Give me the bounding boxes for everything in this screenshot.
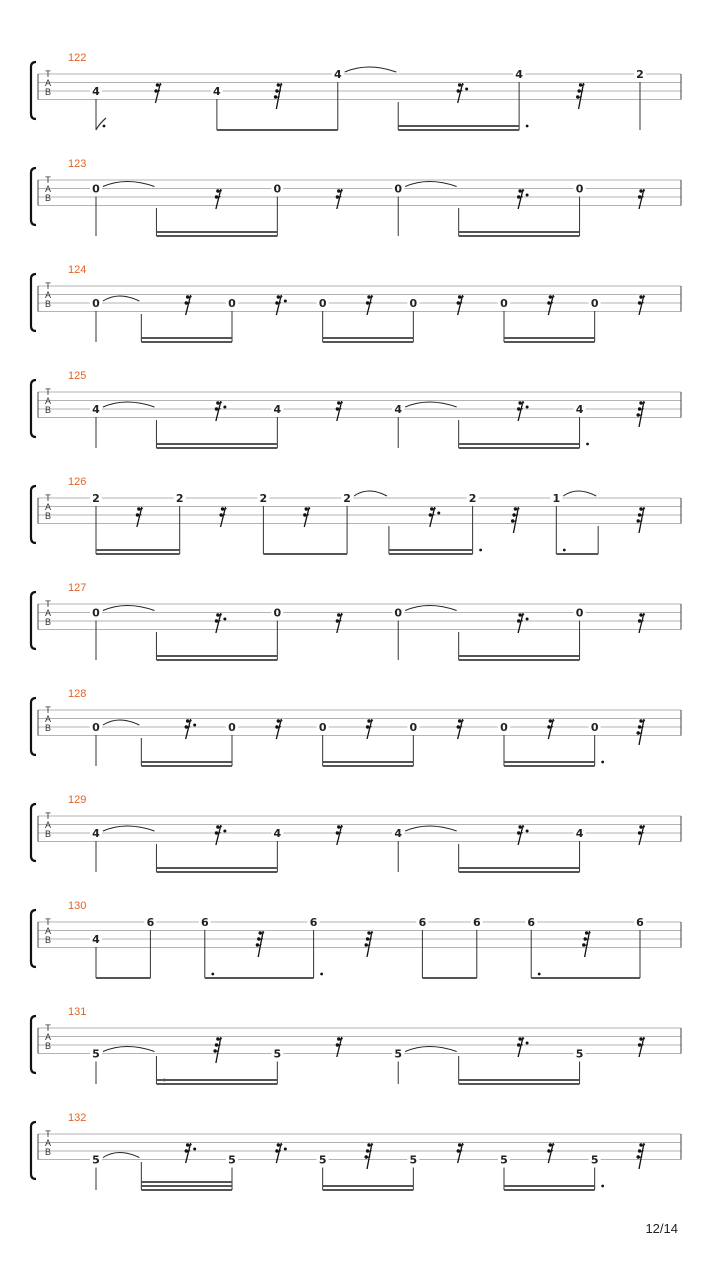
rest-flag: [366, 1149, 369, 1152]
rest-dot: [465, 88, 468, 91]
fret-number: 5: [394, 1047, 403, 1061]
tab-clef-letter: B: [44, 617, 52, 627]
fret-number: 4: [515, 68, 523, 81]
fret-number: 5: [409, 1153, 418, 1167]
rest-flag: [259, 931, 262, 934]
dot: [479, 549, 482, 552]
fret-number: 2: [92, 492, 100, 505]
fret-number: 6: [309, 916, 318, 929]
rest-dot: [526, 1042, 529, 1045]
measure-number: 127: [68, 582, 87, 594]
rest-flag: [549, 1143, 552, 1146]
rest-flag: [336, 619, 339, 622]
rest-flag: [430, 507, 433, 510]
rest-flag: [547, 725, 550, 728]
tab-clef-letter: B: [44, 829, 52, 839]
system-128: [31, 688, 681, 766]
fret-number: 4: [92, 85, 100, 98]
system-bracket: [31, 380, 36, 437]
rest-flag: [638, 407, 641, 410]
rest-flag: [215, 831, 218, 834]
tie-arc: [103, 826, 154, 831]
rest-flag: [639, 825, 642, 828]
fret-number: 4: [575, 403, 584, 416]
system-bracket: [31, 486, 36, 543]
rest-flag: [216, 613, 219, 616]
rest-flag: [215, 195, 218, 198]
tab-clef-letter: A: [44, 396, 52, 406]
tab-clef-letter: A: [44, 820, 52, 830]
rest-flag: [365, 943, 368, 946]
rest-flag: [367, 719, 370, 722]
tie-arc: [405, 402, 456, 407]
dot: [601, 1185, 604, 1188]
fret-number: 4: [92, 827, 100, 840]
rest-stem: [367, 1143, 372, 1169]
rest-flag: [337, 613, 340, 616]
dot: [538, 973, 541, 976]
fret-number: 4: [575, 827, 584, 840]
system-125: [31, 370, 681, 448]
tab-clef-letter: A: [44, 1032, 52, 1042]
tab-clef-letter: B: [44, 193, 52, 203]
fret-number: 4: [213, 85, 221, 98]
fret-number: 0: [228, 721, 236, 734]
tie-arc: [103, 606, 154, 611]
rest-stem: [639, 401, 644, 427]
rest-flag: [585, 931, 588, 934]
rest-flag: [186, 295, 189, 298]
tab-clef-letter: B: [44, 935, 52, 945]
rest-flag: [638, 725, 641, 728]
fret-number: 0: [500, 297, 508, 310]
system-bracket: [31, 698, 36, 755]
rest-flag: [337, 825, 340, 828]
rest-flag: [577, 89, 580, 92]
tab-clef-letter: A: [44, 608, 52, 618]
fret-number: 6: [527, 916, 536, 929]
rest-flag: [458, 1143, 461, 1146]
rest-flag: [215, 407, 218, 410]
tie-arc: [103, 402, 154, 407]
tie-arc: [103, 720, 139, 725]
tie-arc: [103, 1047, 154, 1052]
tie-arc: [405, 826, 456, 831]
fret-number: 5: [590, 1153, 599, 1167]
rest-flag: [216, 189, 219, 192]
rest-flag: [514, 507, 517, 510]
fret-number: 6: [472, 916, 481, 929]
tab-clef-letter: T: [45, 387, 51, 397]
fret-number: 0: [273, 606, 282, 620]
rest-flag: [186, 1143, 189, 1146]
rest-flag: [518, 613, 521, 616]
fret-number: 0: [575, 182, 584, 196]
tab-clef-letter: A: [44, 290, 52, 300]
tie-arc: [345, 67, 396, 72]
rest-flag: [154, 89, 157, 92]
tie-arc: [103, 182, 154, 187]
tab-clef-letter: A: [44, 714, 52, 724]
rest-flag: [638, 1043, 641, 1046]
rest-flag: [457, 301, 460, 304]
fret-number: 5: [228, 1153, 236, 1167]
system-123: [31, 158, 681, 236]
rest-flag: [517, 619, 520, 622]
tie-arc: [405, 182, 456, 187]
tab-clef-letter: T: [45, 69, 51, 79]
fret-number: 4: [394, 827, 403, 840]
rest-dot: [193, 1148, 196, 1151]
rest-flag: [337, 401, 340, 404]
rest-flag: [137, 507, 140, 510]
fret-number: 0: [394, 182, 403, 196]
fret-number: 5: [92, 1153, 100, 1167]
fret-number: 6: [418, 916, 427, 929]
rest-flag: [221, 507, 224, 510]
tie-arc: [405, 606, 456, 611]
tab-clef-letter: A: [44, 502, 52, 512]
tab-clef-letter: A: [44, 1138, 52, 1148]
dot: [211, 973, 214, 976]
system-bracket: [31, 1016, 36, 1073]
measure-number: 132: [68, 1112, 87, 1124]
fret-number: 0: [92, 721, 100, 734]
rest-flag: [637, 413, 640, 416]
tie-arc: [563, 491, 596, 496]
measure-number: 129: [68, 794, 87, 806]
rest-flag: [277, 295, 280, 298]
fret-number: 0: [92, 182, 100, 196]
rest-stem: [579, 83, 584, 109]
rest-dot: [526, 194, 529, 197]
fret-number: 0: [273, 182, 282, 196]
fret-number: 6: [146, 916, 155, 929]
tab-clef-letter: T: [45, 1023, 51, 1033]
rest-flag: [457, 725, 460, 728]
tab-clef-letter: T: [45, 599, 51, 609]
system-127: [31, 582, 681, 660]
rest-flag: [256, 943, 259, 946]
rest-flag: [367, 931, 370, 934]
fret-number: 5: [92, 1047, 100, 1061]
rest-flag: [517, 407, 520, 410]
system-126: [31, 476, 681, 554]
fret-number: 5: [500, 1153, 508, 1167]
dot: [586, 443, 589, 446]
rest-flag: [639, 401, 642, 404]
rest-flag: [547, 1149, 550, 1152]
rest-flag: [303, 513, 306, 516]
measure-number: 126: [68, 476, 87, 488]
rest-flag: [518, 189, 521, 192]
rest-flag: [639, 719, 642, 722]
fret-number: 2: [468, 492, 477, 505]
system-129: [31, 794, 681, 872]
rest-flag: [215, 1043, 218, 1046]
tab-clef-letter: B: [44, 1041, 52, 1051]
tab-clef-letter: B: [44, 1147, 52, 1157]
tab-clef-letter: B: [44, 723, 52, 733]
tab-clef-letter: T: [45, 1129, 51, 1139]
fret-number: 6: [200, 916, 209, 929]
rest-flag: [638, 513, 641, 516]
rest-flag: [274, 95, 277, 98]
rest-flag: [579, 83, 582, 86]
rest-flag: [366, 301, 369, 304]
rest-flag: [637, 519, 640, 522]
system-bracket: [31, 592, 36, 649]
fret-number: 4: [92, 403, 100, 416]
rest-flag: [277, 1143, 280, 1146]
tab-clef-letter: T: [45, 281, 51, 291]
rest-flag: [518, 825, 521, 828]
tab-clef-letter: B: [44, 299, 52, 309]
tab-clef-letter: A: [44, 184, 52, 194]
rest-dot: [223, 830, 226, 833]
system-122: [31, 52, 681, 130]
tab-clef-letter: T: [45, 175, 51, 185]
fret-number: 0: [318, 721, 327, 734]
rest-flag: [185, 725, 188, 728]
rest-flag: [367, 295, 370, 298]
rest-flag: [277, 719, 280, 722]
tab-clef-letter: B: [44, 405, 52, 415]
rest-dot: [223, 618, 226, 621]
fret-number: 5: [273, 1047, 282, 1061]
rest-flag: [512, 513, 515, 516]
rest-flag: [366, 937, 369, 940]
tab-clef-letter: A: [44, 926, 52, 936]
rest-flag: [275, 1149, 278, 1152]
fret-number: 2: [175, 492, 184, 505]
fret-number: 0: [409, 297, 418, 310]
rest-flag: [277, 83, 280, 86]
fret-number: 4: [273, 403, 282, 416]
measure-number: 131: [68, 1006, 87, 1018]
rest-dot: [284, 1148, 287, 1151]
fret-number: 0: [228, 297, 236, 310]
tie-arc: [354, 491, 387, 496]
fret-number: 1: [552, 492, 561, 505]
fret-number: 2: [259, 492, 268, 505]
rest-flag: [216, 1037, 219, 1040]
fret-number: 6: [636, 916, 644, 929]
rest-flag: [365, 1155, 368, 1158]
rest-dot: [526, 618, 529, 621]
fret-number: 0: [394, 606, 403, 620]
rest-stem: [639, 1143, 644, 1169]
rest-flag: [576, 95, 579, 98]
rest-flag: [336, 831, 339, 834]
rest-flag: [639, 507, 642, 510]
rest-flag: [337, 1037, 340, 1040]
rest-stem: [639, 719, 644, 745]
measure-number: 124: [68, 264, 87, 276]
rest-flag: [638, 195, 641, 198]
rest-flag: [185, 301, 188, 304]
rest-flag: [275, 301, 278, 304]
measure-number: 123: [68, 158, 87, 170]
rest-stem: [258, 931, 263, 957]
rest-stem: [367, 931, 372, 957]
system-131: [31, 1006, 681, 1084]
rest-flag: [429, 513, 432, 516]
system-bracket: [31, 804, 36, 861]
rest-flag: [639, 1037, 642, 1040]
fret-number: 0: [92, 606, 100, 620]
rest-flag: [584, 937, 587, 940]
rest-dot: [437, 512, 440, 515]
tab-clef-letter: T: [45, 493, 51, 503]
dot: [103, 125, 106, 128]
rest-flag: [639, 613, 642, 616]
rest-stem: [639, 507, 644, 533]
rest-flag: [366, 725, 369, 728]
rest-dot: [526, 830, 529, 833]
measure-number: 122: [68, 52, 87, 64]
rest-flag: [185, 1149, 188, 1152]
rest-dot: [223, 406, 226, 409]
rest-flag: [336, 407, 339, 410]
note-flag: [96, 118, 106, 130]
dot: [320, 973, 323, 976]
rest-flag: [257, 937, 260, 940]
rest-flag: [156, 83, 159, 86]
rest-dot: [193, 724, 196, 727]
rest-flag: [582, 943, 585, 946]
rest-flag: [457, 89, 460, 92]
tab-clef-letter: T: [45, 705, 51, 715]
tab-clef-letter: T: [45, 917, 51, 927]
rest-flag: [213, 1049, 216, 1052]
fret-number: 0: [590, 297, 599, 310]
measure-number: 128: [68, 688, 87, 700]
rest-flag: [639, 1143, 642, 1146]
fret-number: 0: [409, 721, 418, 734]
rest-flag: [517, 831, 520, 834]
tie-arc: [405, 1047, 456, 1052]
rest-flag: [186, 719, 189, 722]
rest-flag: [275, 725, 278, 728]
page-number: 12/14: [645, 1221, 678, 1236]
rest-flag: [336, 195, 339, 198]
rest-flag: [549, 295, 552, 298]
rest-flag: [216, 825, 219, 828]
fret-number: 4: [333, 68, 342, 81]
rest-flag: [517, 1043, 520, 1046]
rest-flag: [458, 83, 461, 86]
rest-flag: [638, 1149, 641, 1152]
system-130: [31, 900, 681, 978]
fret-number: 5: [318, 1153, 327, 1167]
rest-flag: [517, 195, 520, 198]
rest-flag: [549, 719, 552, 722]
rest-flag: [639, 189, 642, 192]
fret-number: 0: [500, 721, 508, 734]
rest-stem: [585, 931, 590, 957]
tab-clef-letter: B: [44, 87, 52, 97]
dot: [563, 549, 566, 552]
rest-stem: [276, 83, 281, 109]
fret-number: 0: [318, 297, 327, 310]
system-bracket: [31, 62, 36, 119]
rest-flag: [337, 189, 340, 192]
fret-number: 5: [575, 1047, 584, 1061]
system-bracket: [31, 1122, 36, 1179]
rest-flag: [518, 1037, 521, 1040]
fret-number: 4: [273, 827, 282, 840]
rest-dot: [284, 300, 287, 303]
rest-flag: [458, 295, 461, 298]
rest-flag: [216, 401, 219, 404]
rest-flag: [639, 295, 642, 298]
rest-flag: [367, 1143, 370, 1146]
rest-flag: [219, 513, 222, 516]
tie-arc: [103, 296, 139, 301]
fret-number: 4: [92, 933, 100, 946]
system-124: [31, 264, 681, 342]
tie-arc: [103, 1153, 139, 1158]
rest-dot: [526, 406, 529, 409]
fret-number: 2: [636, 68, 644, 81]
rest-flag: [637, 1155, 640, 1158]
rest-flag: [638, 831, 641, 834]
rest-flag: [136, 513, 139, 516]
system-bracket: [31, 168, 36, 225]
system-bracket: [31, 910, 36, 967]
dot: [526, 125, 529, 128]
fret-number: 0: [92, 297, 100, 310]
measure-number: 125: [68, 370, 87, 382]
rest-flag: [275, 89, 278, 92]
rest-flag: [638, 301, 641, 304]
rest-flag: [518, 401, 521, 404]
dot: [601, 761, 604, 764]
rest-flag: [336, 1043, 339, 1046]
rest-flag: [215, 619, 218, 622]
rest-flag: [638, 619, 641, 622]
rest-flag: [547, 301, 550, 304]
rest-stem: [216, 1037, 221, 1063]
rest-flag: [458, 719, 461, 722]
rest-stem: [513, 507, 518, 533]
tab-clef-letter: T: [45, 811, 51, 821]
system-132: [31, 1112, 681, 1190]
fret-number: 0: [590, 721, 599, 734]
rest-flag: [637, 731, 640, 734]
tab-clef-letter: B: [44, 511, 52, 521]
rest-flag: [457, 1149, 460, 1152]
fret-number: 0: [575, 606, 584, 620]
fret-number: 2: [343, 492, 351, 505]
measure-number: 130: [68, 900, 87, 912]
rest-flag: [511, 519, 514, 522]
rest-flag: [305, 507, 308, 510]
fret-number: 4: [394, 403, 403, 416]
system-bracket: [31, 274, 36, 331]
tab-clef-letter: A: [44, 78, 52, 88]
